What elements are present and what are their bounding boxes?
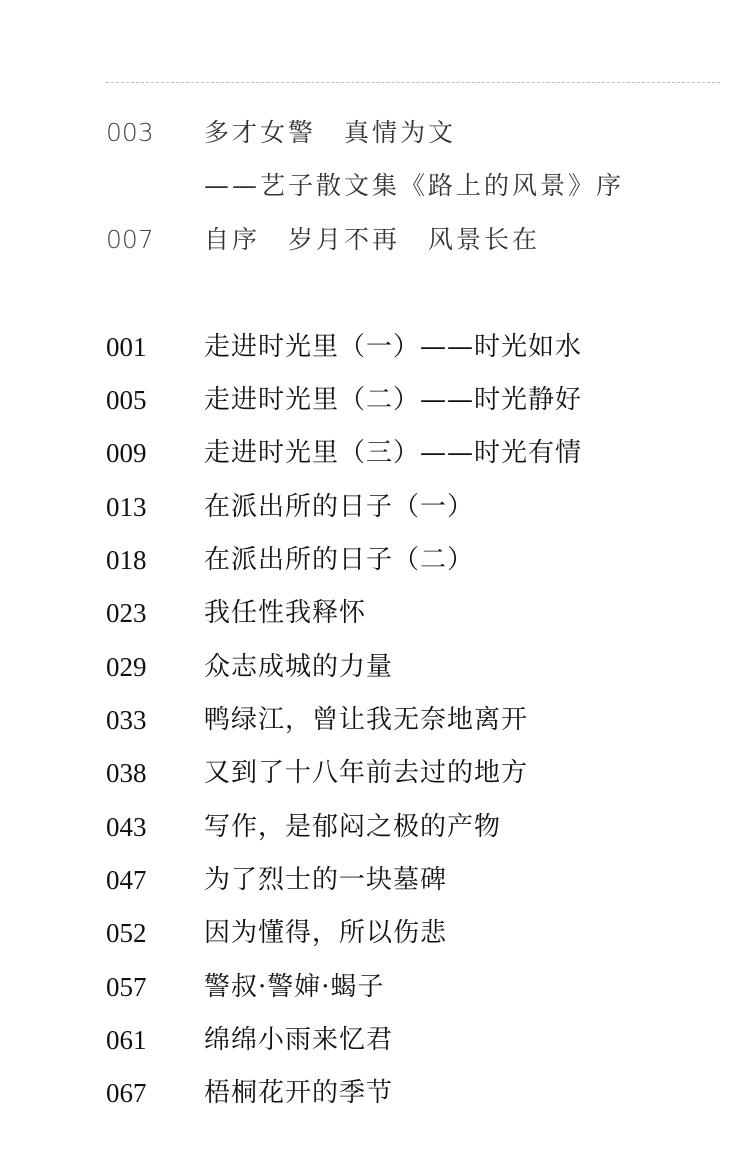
toc-entry[interactable] bbox=[0, 380, 750, 420]
page-number: 061 bbox=[106, 1025, 147, 1055]
entry-title: 又到了十八年前去过的地方 bbox=[204, 758, 529, 788]
page-number: 038 bbox=[106, 758, 147, 788]
page-number: 001 bbox=[106, 332, 147, 362]
page-number: 052 bbox=[106, 918, 147, 948]
toc-entry[interactable] bbox=[0, 540, 750, 580]
entry-title: 走进时光里（二）——时光静好 bbox=[204, 385, 583, 415]
entry-title: 我任性我释怀 bbox=[204, 598, 367, 628]
toc-entry[interactable] bbox=[0, 593, 750, 633]
toc-entry[interactable] bbox=[0, 967, 750, 1007]
page-number: 003 bbox=[106, 118, 154, 147]
page-number: 005 bbox=[106, 385, 147, 415]
toc-entry[interactable] bbox=[0, 647, 750, 687]
toc-entry[interactable] bbox=[0, 220, 750, 260]
entry-title: 多才女警 真情为文 bbox=[204, 118, 457, 147]
toc-entry[interactable] bbox=[0, 487, 750, 527]
entry-title: 在派出所的日子（二） bbox=[204, 545, 475, 575]
entry-title: 鸭绿江，曾让我无奈地离开 bbox=[204, 705, 529, 735]
page-number: 067 bbox=[106, 1078, 147, 1108]
toc-entry[interactable] bbox=[0, 433, 750, 473]
entry-title: 警叔·警婶·蝎子 bbox=[204, 972, 385, 1002]
toc-entry[interactable] bbox=[0, 913, 750, 953]
toc-entry[interactable] bbox=[0, 1020, 750, 1060]
toc-entry[interactable] bbox=[0, 113, 750, 153]
entry-title: 梧桐花开的季节 bbox=[204, 1078, 394, 1108]
entry-title: 在派出所的日子（一） bbox=[204, 492, 475, 522]
entry-title: 走进时光里（三）——时光有情 bbox=[204, 438, 583, 468]
page-number: 013 bbox=[106, 492, 147, 522]
page-number: 009 bbox=[106, 438, 147, 468]
toc-entry[interactable] bbox=[0, 860, 750, 900]
page-number: 057 bbox=[106, 972, 147, 1002]
page-number: 018 bbox=[106, 545, 147, 575]
entry-title: 走进时光里（一）——时光如水 bbox=[204, 332, 583, 362]
entry-title: 为了烈士的一块墓碑 bbox=[204, 865, 448, 895]
page-number: 043 bbox=[106, 812, 147, 842]
page-number: 023 bbox=[106, 598, 147, 628]
entry-title: 自序 岁月不再 风景长在 bbox=[204, 225, 541, 254]
page-number: 029 bbox=[106, 652, 147, 682]
toc-entry[interactable] bbox=[0, 753, 750, 793]
page-number: 033 bbox=[106, 705, 147, 735]
toc-entry[interactable] bbox=[0, 327, 750, 367]
entry-title: 绵绵小雨来忆君 bbox=[204, 1025, 394, 1055]
entry-title: 写作，是郁闷之极的产物 bbox=[204, 812, 502, 842]
entry-title: 因为懂得，所以伤悲 bbox=[204, 918, 448, 948]
toc-entry-subtitle bbox=[0, 166, 750, 206]
toc-entry[interactable] bbox=[0, 700, 750, 740]
entry-title: 众志成城的力量 bbox=[204, 652, 394, 682]
toc-entry[interactable] bbox=[0, 807, 750, 847]
page-number: 007 bbox=[106, 225, 154, 254]
page-number: 047 bbox=[106, 865, 147, 895]
toc-entry[interactable] bbox=[0, 1073, 750, 1113]
entry-subtitle: ——艺子散文集《路上的风景》序 bbox=[204, 171, 625, 200]
dashed-divider bbox=[106, 82, 720, 83]
